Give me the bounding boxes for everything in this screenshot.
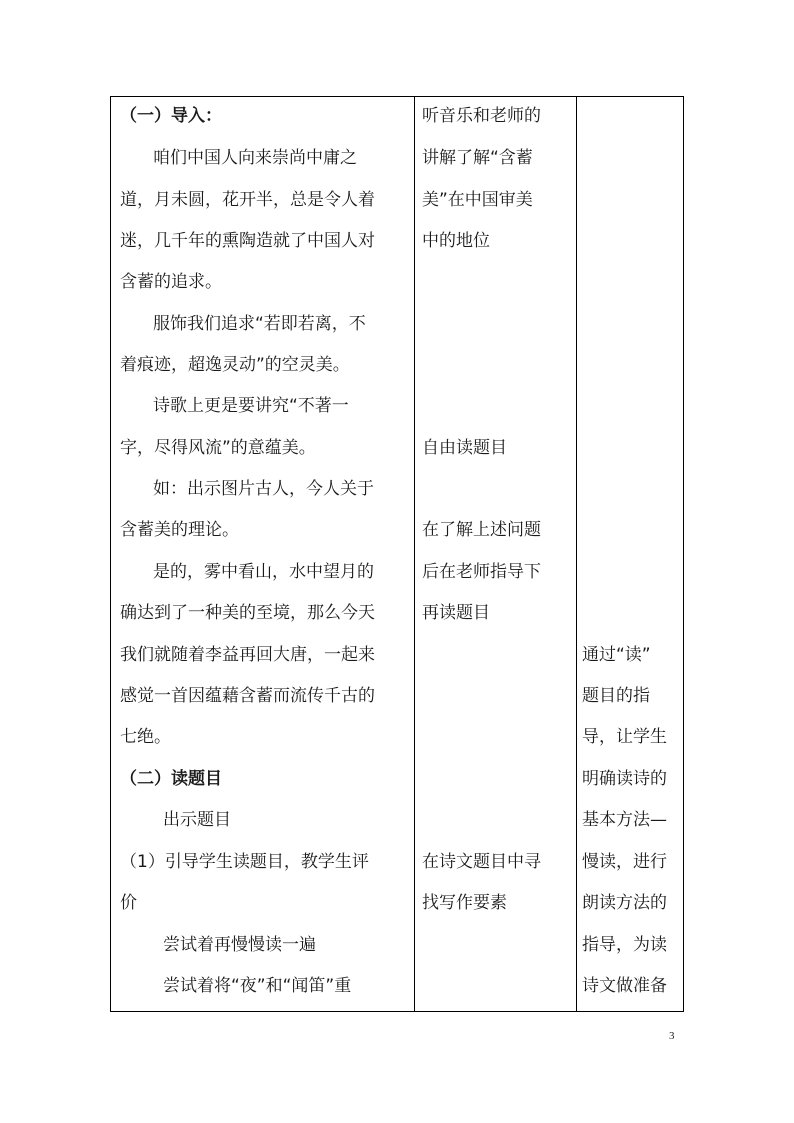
- text-line: 是的，雾中看山，水中望月的: [153, 562, 374, 582]
- text-line: 导，让学生: [582, 727, 667, 747]
- column-divider: [414, 97, 415, 1011]
- text-line: 后在老师指导下: [422, 562, 541, 582]
- text-line: 含蓄美的理论。: [120, 520, 239, 540]
- text-line: 我们就随着李益再回大唐，一起来: [120, 645, 375, 665]
- text-line: 出示题目: [163, 810, 231, 830]
- text-line: 美”在中国审美: [422, 190, 533, 210]
- text-line: （1）引导学生读题目，教学生评: [120, 852, 369, 872]
- text-line: 在了解上述问题: [422, 520, 541, 540]
- text-line: 诗文做准备: [582, 976, 667, 996]
- text-line: 道，月未圆，花开半，总是令人着: [120, 190, 375, 210]
- text-line: 讲解了解“含蓄: [422, 148, 533, 168]
- text-line: 诗歌上更是要讲究“不著一: [153, 396, 349, 416]
- text-line: 通过“读”: [582, 645, 651, 665]
- column-divider: [576, 97, 577, 1011]
- text-line: 慢读，进行: [582, 852, 667, 872]
- text-line: 再读题目: [422, 603, 490, 623]
- text-line: 指导，为读: [582, 935, 667, 955]
- text-line: 价: [120, 893, 137, 913]
- text-line: 朗读方法的: [582, 893, 667, 913]
- text-line: 咱们中国人向来崇尚中庸之: [153, 148, 357, 168]
- text-line: 尝试着再慢慢读一遍: [163, 935, 316, 955]
- text-line: 如：出示图片古人，今人关于: [153, 479, 374, 499]
- text-line: 字，尽得风流”的意蕴美。: [120, 438, 316, 458]
- text-line: 尝试着将“夜”和“闻笛”重: [163, 976, 352, 996]
- text-line: 确达到了一种美的至境，那么今天: [120, 603, 375, 623]
- text-line: 中的地位: [422, 231, 490, 251]
- text-line: 题目的指: [582, 686, 650, 706]
- text-line: 找写作要素: [422, 893, 507, 913]
- text-line: 含蓄的追求。: [120, 272, 222, 292]
- text-line: 听音乐和老师的: [422, 106, 541, 126]
- text-line: 自由读题目: [422, 438, 507, 458]
- text-line: 着痕迹，超逸灵动”的空灵美。: [120, 355, 350, 375]
- text-line: 在诗文题目中寻: [422, 852, 541, 872]
- page-number: 3: [669, 1030, 675, 1042]
- text-line: 迷，几千年的熏陶造就了中国人对: [120, 231, 375, 251]
- text-line: （二）读题目: [120, 769, 222, 789]
- text-line: 感觉一首因蕴藉含蓄而流传千古的: [120, 686, 375, 706]
- text-line: 明确读诗的: [582, 769, 667, 789]
- text-line: （一）导入：: [120, 106, 222, 126]
- text-line: 服饰我们追求“若即若离，不: [153, 314, 366, 334]
- text-line: 基本方法—: [582, 810, 667, 830]
- text-line: 七绝。: [120, 727, 171, 747]
